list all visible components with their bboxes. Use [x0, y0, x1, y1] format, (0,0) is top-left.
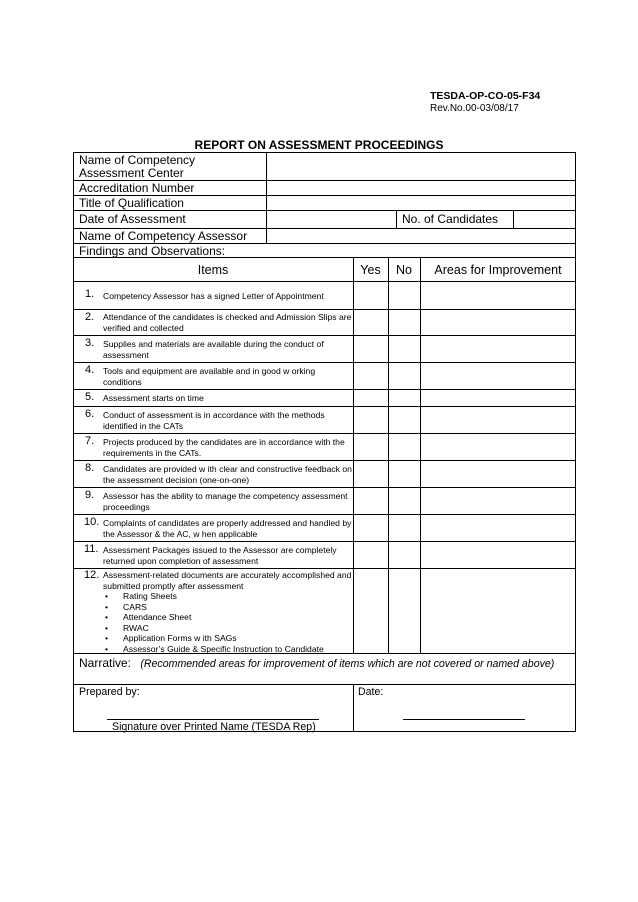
no-header: No — [396, 263, 412, 277]
divider — [388, 257, 389, 653]
divider — [73, 335, 576, 336]
item-number: 9. — [85, 489, 95, 501]
item-text: Projects produced by the candidates are in accordance with the requirements in the CATs. — [103, 437, 345, 458]
item-number: 7. — [85, 435, 95, 447]
revision-number: Rev.No.00-03/08/17 — [430, 103, 519, 114]
list-item: • Application Forms w ith SAGs — [103, 633, 353, 644]
divider — [73, 362, 576, 363]
divider — [396, 210, 397, 228]
items-header: Items — [197, 263, 229, 277]
divider — [73, 460, 576, 461]
divider — [73, 406, 576, 407]
item-text: Assessor has the ability to manage the competency assessment proceedings — [103, 491, 348, 512]
list-item: • Attendance Sheet — [103, 612, 353, 623]
item-number: 11. — [84, 543, 99, 555]
date-footer-label: Date: — [358, 686, 384, 698]
item-number: 2. — [85, 311, 95, 323]
item-text: Complaints of candidates are properly addressed and handled by the Assessor & the AC, w hen applicable — [103, 518, 352, 539]
improvement-header: Areas for Improvement — [434, 263, 562, 277]
documents-list — [103, 591, 353, 654]
list-item: • RWAC — [103, 623, 353, 634]
date-line — [403, 719, 525, 720]
center-label: Name of Competency Assessment Center — [79, 153, 196, 180]
narrative-row — [79, 656, 554, 670]
item-number: 3. — [85, 337, 95, 349]
item-text: Assessment Packages issued to the Assessor are completely returned upon completion of assessment — [103, 545, 337, 566]
item-text: Attendance of the candidates is checked and Admission Slips are verified and collected — [103, 312, 352, 333]
divider — [73, 541, 576, 542]
divider — [73, 487, 576, 488]
narrative-label: Narrative: — [79, 656, 132, 670]
yes-header: Yes — [360, 263, 381, 277]
item-number: 10. — [84, 516, 100, 528]
item-number: 8. — [85, 462, 95, 474]
divider — [73, 684, 576, 685]
divider — [73, 281, 576, 282]
divider — [73, 210, 576, 211]
divider — [73, 568, 576, 569]
document-code: TESDA-OP-CO-05-F34 — [430, 90, 541, 102]
item-text: Tools and equipment are available and in good w orking conditions — [103, 366, 316, 387]
signature-caption: Signature over Printed Name (TESDA Rep) — [112, 721, 316, 733]
date-label: Date of Assessment — [79, 212, 186, 226]
item-text: Assessment starts on time — [103, 393, 204, 403]
divider — [266, 152, 267, 243]
report-title: REPORT ON ASSESSMENT PROCEEDINGS — [194, 138, 444, 152]
item-text: Competency Assessor has a signed Letter of Appointment — [103, 291, 324, 301]
divider — [73, 514, 576, 515]
findings-label: Findings and Observations: — [79, 244, 226, 258]
divider — [353, 684, 354, 732]
narrative-note: (Recommended areas for improvement of items which are not covered or named above) — [140, 658, 555, 670]
list-item: • Assessor’s Guide & Specific Instruction to Candidate — [103, 644, 353, 655]
item-number: 6. — [85, 408, 95, 420]
item-text: Assessment-related documents are accurately accomplished and submitted promptly after assessment — [103, 570, 352, 591]
list-item: • CARS — [103, 602, 353, 613]
assessor-label: Name of Competency Assessor — [79, 229, 248, 243]
list-item: • Rating Sheets — [103, 591, 353, 602]
item-number: 5. — [85, 391, 95, 403]
item-number: 12. — [84, 569, 100, 581]
candidates-label: No. of Candidates — [402, 212, 499, 226]
qualification-label: Title of Qualification — [79, 196, 184, 210]
divider — [73, 309, 576, 310]
item-text: Candidates are provided w ith clear and constructive feedback on the assessment decision (one-on-one) — [103, 464, 352, 485]
accreditation-label: Accreditation Number — [79, 181, 195, 195]
divider — [73, 389, 576, 390]
signature-line — [107, 719, 319, 720]
item-number: 1. — [85, 288, 95, 300]
item-number: 4. — [85, 364, 95, 376]
divider — [73, 433, 576, 434]
divider — [420, 257, 421, 653]
divider — [513, 210, 514, 228]
item-text: Supplies and materials are available during the conduct of assessment — [103, 339, 324, 360]
item-text: Conduct of assessment is in accordance with the methods identified in the CATs — [103, 410, 325, 431]
divider — [353, 257, 354, 653]
prepared-by-label: Prepared by: — [79, 686, 140, 698]
